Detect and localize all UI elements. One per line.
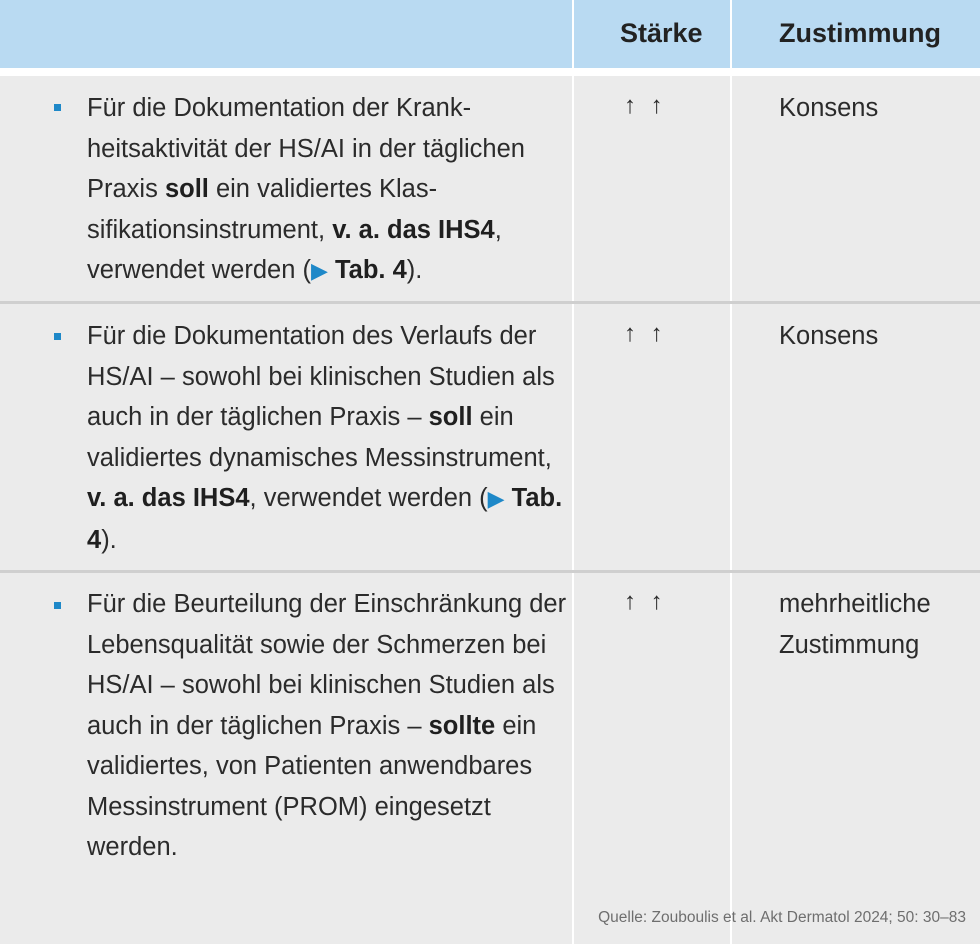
emphasis: soll (428, 403, 473, 431)
emphasis: Tab. 4 (327, 256, 407, 284)
table-ref-arrow-icon: ▶ (487, 486, 505, 511)
agreement-value (779, 584, 931, 665)
text-run: ). (101, 525, 117, 554)
row-divider (0, 301, 980, 304)
recommendation-text (87, 584, 567, 868)
bullet-icon (54, 333, 61, 340)
agreement-line: mehrheitliche (779, 590, 931, 618)
column-divider (572, 0, 574, 944)
header-agreement: Zustimmung (779, 18, 941, 48)
bullet-icon (54, 104, 61, 111)
emphasis: soll (164, 175, 209, 203)
text-run: Für die Dokumentation des Verlaufs der HS/AI – sowohl bei klinischen Studien als auch in der täglichen Praxis – (87, 322, 555, 431)
text-run: ein validiertes, von Patienten anwendbares Messinstrument (PROM) eingesetzt werden. (87, 711, 537, 861)
column-divider (730, 0, 732, 944)
header-strength: Stärke (620, 18, 703, 48)
recommendation-text (87, 316, 567, 560)
strength-arrows: ↑ ↑ (624, 92, 667, 119)
emphasis: Tab. 4 (87, 484, 563, 554)
text-run: ein validiertes dynamisches Messinstrument, (87, 403, 552, 472)
emphasis: v. a. das IHS4 (87, 484, 250, 512)
row-divider (0, 570, 980, 573)
recommendation-text (87, 88, 567, 292)
text-run: , verwendet werden ( (87, 215, 502, 284)
text-run: Für die Beurteilung der Einschränkung der Lebensqualität sowie der Schmerzen bei HS/AI – sowohl bei klinischen Studien als auch in der täglichen Praxis – (87, 590, 567, 740)
strength-arrows: ↑ ↑ (624, 320, 667, 347)
table-ref-arrow-icon: ▶ (310, 258, 328, 283)
header-gap (0, 68, 980, 76)
emphasis: sollte (428, 711, 496, 740)
text-run: ). (406, 256, 423, 284)
source-citation: Quelle: Zouboulis et al. Akt Dermatol 2024; 50: 30–83 (598, 909, 966, 926)
text-run: Für die Dokumentation der Krankheitsaktivität der HS/AI in der täglichen Praxis (87, 94, 525, 203)
text-run: , verwendet werden ( (249, 484, 488, 512)
agreement-value: Konsens (779, 94, 879, 122)
bullet-icon (54, 602, 61, 609)
agreement-line: Zustimmung (779, 630, 920, 659)
text-run: ein validiertes Klassifikationsinstrument, (87, 175, 438, 244)
strength-arrows: ↑ ↑ (624, 588, 667, 615)
emphasis: v. a. das IHS4 (332, 215, 495, 244)
agreement-value: Konsens (779, 322, 879, 350)
